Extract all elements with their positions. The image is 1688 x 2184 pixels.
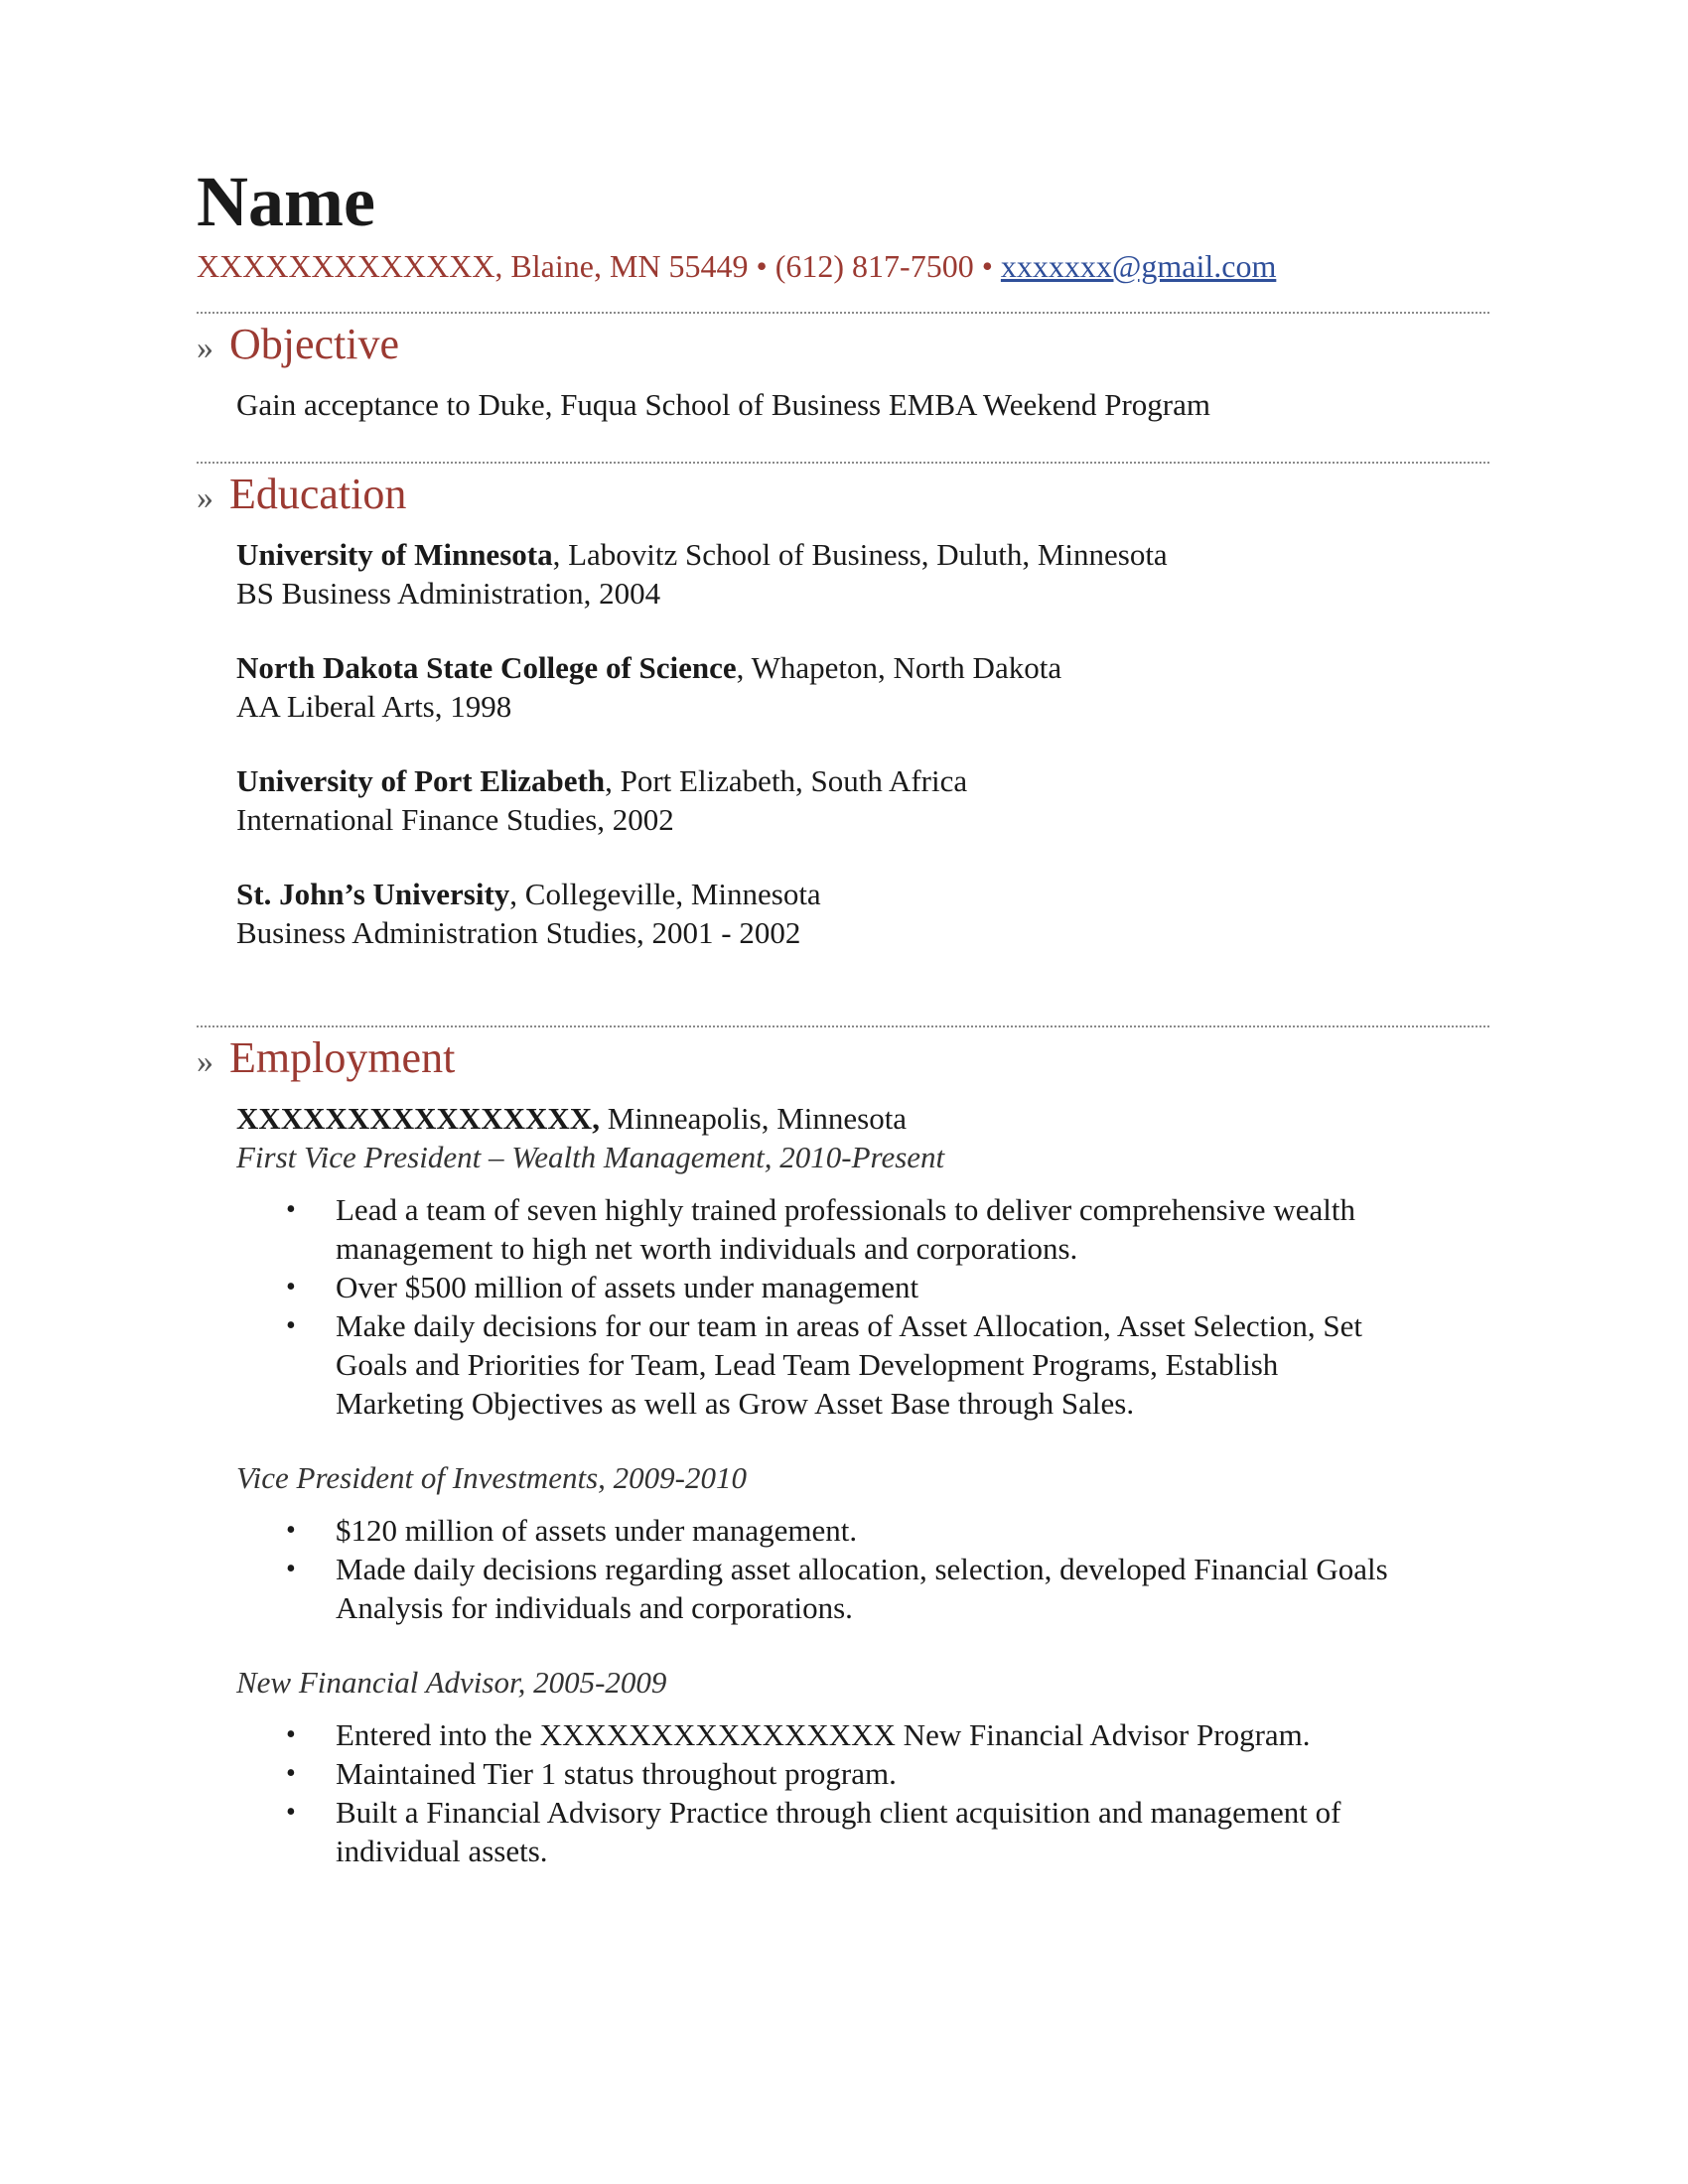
school-name: University of Port Elizabeth [236, 763, 606, 798]
section-divider [197, 462, 1489, 464]
role-bullets [236, 1190, 1489, 1423]
objective-text: Gain acceptance to Duke, Fuqua School of Business EMBA Weekend Program [236, 387, 1210, 422]
employment-title: Employment [229, 1033, 456, 1082]
section-divider [197, 1025, 1489, 1027]
bullet-item: • Make daily decisions for our team in areas of Asset Allocation, Asset Selection, Set Goals and Priorities for Team, Lead Team Development Programs, Establish Marketing Objectives as well as Grow Asset Base through Sales. [286, 1308, 1362, 1421]
employment-list [197, 1099, 1489, 1870]
company-name: XXXXXXXXXXXXXXXX, [236, 1101, 600, 1136]
bullet-icon: • [286, 1310, 296, 1341]
education-entry [236, 648, 1489, 726]
chevron-icon: » [197, 479, 213, 516]
bullet-icon: • [286, 1758, 296, 1789]
school-name: University of Minnesota [236, 537, 553, 572]
role-title: New Financial Advisor, 2005-2009 [236, 1665, 667, 1700]
bullet-item: • Built a Financial Advisory Practice through client acquisition and management of individual assets. [286, 1795, 1341, 1868]
degree: AA Liberal Arts, 1998 [236, 689, 512, 724]
degree: Business Administration Studies, 2001 - 2002 [236, 915, 801, 950]
company-location: Minneapolis, Minnesota [599, 1101, 908, 1136]
school-location: , Labovitz School of Business, Duluth, Minnesota [552, 537, 1168, 572]
separator: • [756, 248, 768, 284]
contact-line [197, 246, 1489, 286]
employer [236, 1099, 1489, 1138]
objective-title: Objective [229, 320, 400, 368]
objective-body [197, 385, 1489, 424]
education-entry [236, 535, 1489, 613]
bullet-icon: • [286, 1554, 296, 1584]
chevron-icon: » [197, 330, 213, 366]
bullet-item: • Lead a team of seven highly trained professionals to deliver comprehensive wealth management to high net worth individuals and corporations. [286, 1192, 1355, 1266]
bullet-icon: • [286, 1515, 296, 1546]
bullet-item: • Made daily decisions regarding asset allocation, selection, developed Financial Goals Analysis for individuals and corporations. [286, 1552, 1388, 1625]
bullet-item: • Entered into the XXXXXXXXXXXXXXXX New Financial Advisor Program. [286, 1717, 1311, 1752]
education-heading [197, 468, 1489, 525]
school-location: , Whapeton, North Dakota [736, 650, 1062, 685]
education-title: Education [229, 470, 407, 518]
role [236, 1663, 1489, 1870]
school-name: St. John’s University [236, 877, 510, 911]
email-link[interactable]: xxxxxxx@gmail.com [1000, 248, 1277, 284]
role-title: First Vice President – Wealth Management, 2010-Present [236, 1140, 945, 1174]
employment-heading [197, 1031, 1489, 1089]
bullet-item: • $120 million of assets under management. [286, 1513, 858, 1548]
role-bullets [236, 1511, 1489, 1627]
role [236, 1138, 1489, 1423]
degree: International Finance Studies, 2002 [236, 802, 674, 837]
degree: BS Business Administration, 2004 [236, 576, 661, 611]
role [236, 1458, 1489, 1627]
bullet-icon: • [286, 1194, 296, 1225]
objective-heading [197, 318, 1489, 375]
school-name: North Dakota State College of Science [236, 650, 737, 685]
phone: (612) 817-7500 [774, 248, 974, 284]
school-location: , Port Elizabeth, South Africa [605, 763, 968, 798]
resume-page [197, 159, 1489, 1870]
section-divider [197, 312, 1489, 314]
education-entry [236, 875, 1489, 952]
role-title: Vice President of Investments, 2009-2010 [236, 1460, 747, 1495]
address: XXXXXXXXXXXXX, Blaine, MN 55449 [197, 248, 749, 284]
education-entry [236, 761, 1489, 839]
bullet-item: • Maintained Tier 1 status throughout program. [286, 1756, 897, 1791]
bullet-item: • Over $500 million of assets under management [286, 1270, 919, 1304]
resume-name: Name [197, 162, 375, 241]
chevron-icon: » [197, 1043, 213, 1080]
role-bullets [236, 1715, 1489, 1870]
bullet-icon: • [286, 1272, 296, 1302]
separator: • [981, 248, 993, 284]
bullet-icon: • [286, 1797, 296, 1828]
education-list [197, 535, 1489, 952]
bullet-icon: • [286, 1719, 296, 1750]
school-location: , Collegeville, Minnesota [509, 877, 821, 911]
